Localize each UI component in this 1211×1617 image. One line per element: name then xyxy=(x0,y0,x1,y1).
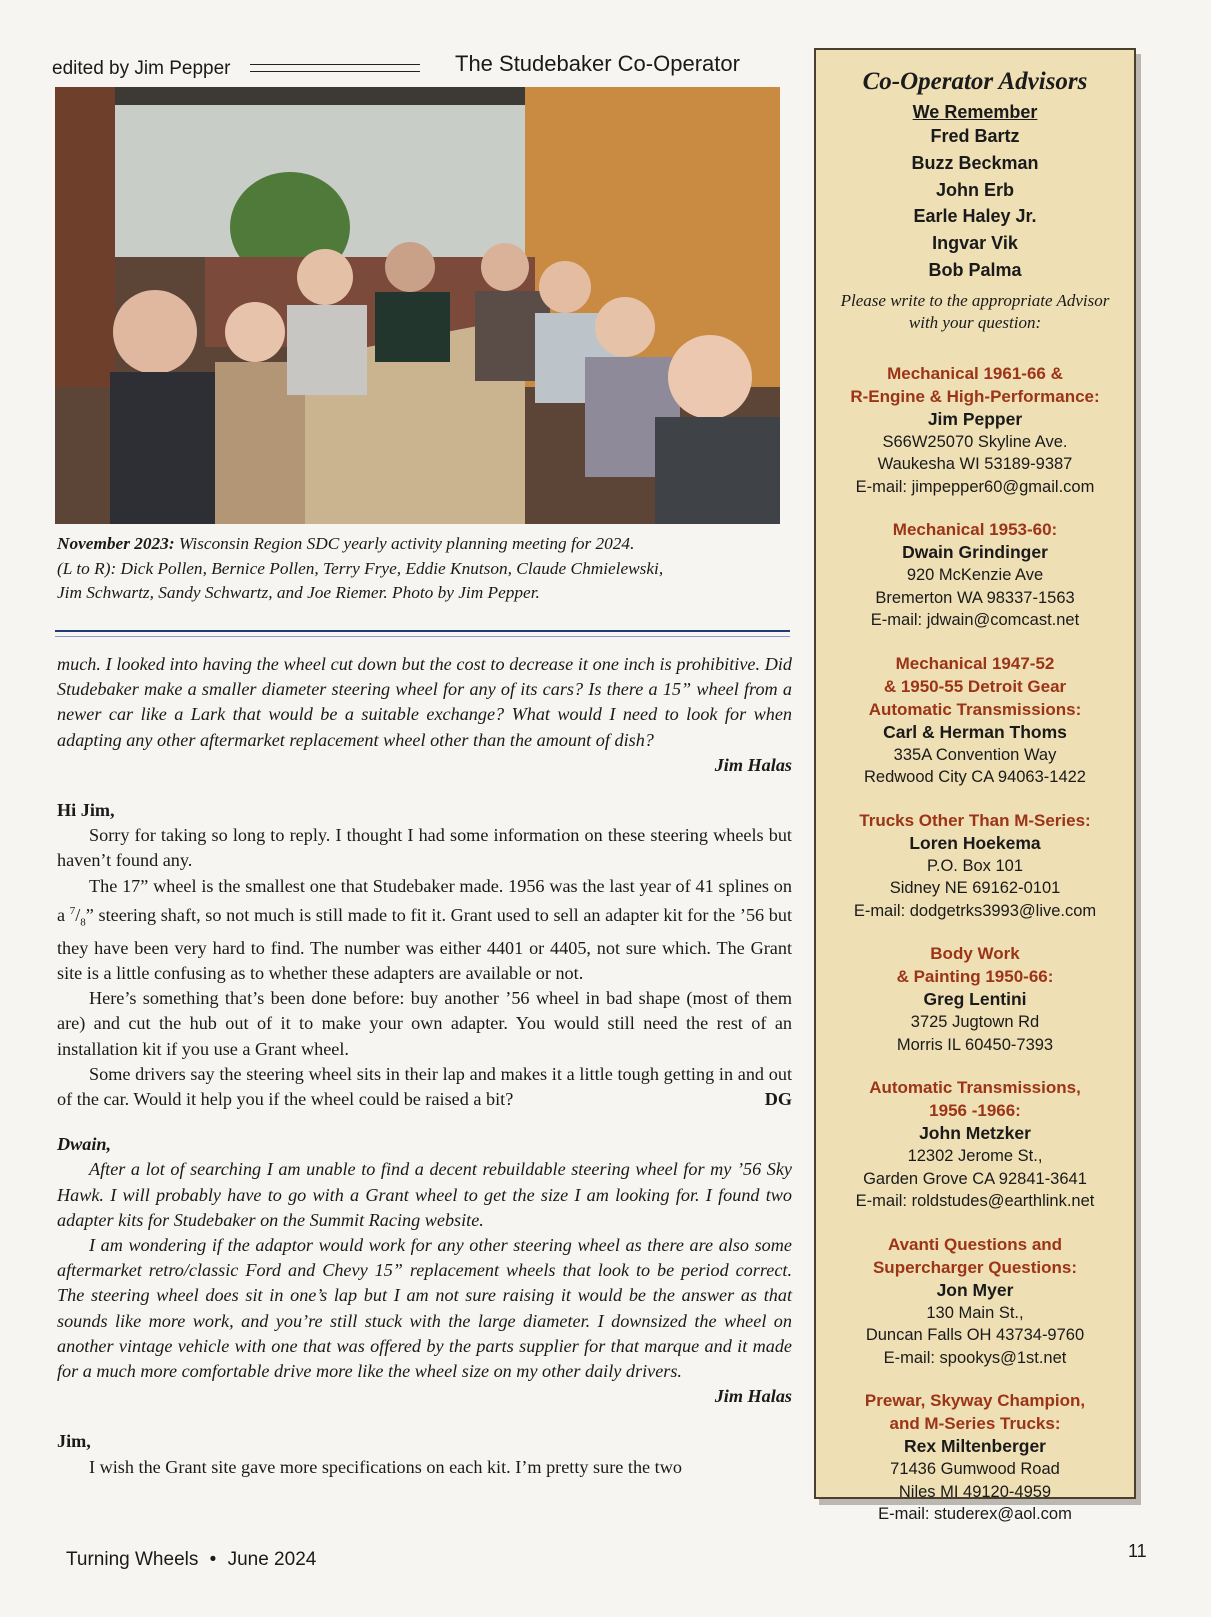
meeting-photo xyxy=(55,87,780,524)
advisor-email[interactable]: E-mail: jdwain@comcast.net xyxy=(870,611,1080,630)
advisor-entry xyxy=(816,809,1134,923)
footer-bullet: • xyxy=(209,1549,217,1570)
advisor-topic: Trucks Other Than M-Series: xyxy=(859,810,1091,830)
advisor-address-line: Redwood City CA 94063-1422 xyxy=(864,768,1086,787)
advisor-topic: Avanti Questions and xyxy=(887,1234,1063,1254)
advisor-name: Dwain Grindinger xyxy=(902,542,1048,563)
remembered-name: Fred Bartz xyxy=(930,126,1020,146)
remembered-name: John Erb xyxy=(935,179,1014,200)
advisor-name: Jon Myer xyxy=(936,1279,1014,1300)
advisor-name: Carl & Herman Thoms xyxy=(883,721,1067,742)
advisor-name: Jim Pepper xyxy=(927,408,1023,429)
advisor-address-line: 12302 Jerome St., xyxy=(907,1147,1043,1166)
sidebar-instructions: Please write to the appropriate Advisor with your question: xyxy=(840,290,1110,332)
caption-names-cont: Jim Schwartz, Sandy Schwartz, and Joe Riemer. Photo by Jim Pepper. xyxy=(57,583,540,602)
advisor-name: John Metzker xyxy=(919,1123,1031,1144)
advisor-entry xyxy=(816,942,1134,1056)
advisor-email[interactable]: E-mail: jimpepper60@gmail.com xyxy=(855,477,1095,496)
advisor-address-line: S66W25070 Skyline Ave. xyxy=(882,432,1068,451)
advisor-address-line: 71436 Gumwood Road xyxy=(890,1460,1060,1479)
advisor-email[interactable]: E-mail: dodgetrks3993@live.com xyxy=(853,901,1097,920)
remembered-name: Earle Haley Jr. xyxy=(913,206,1037,227)
advisor-topic: Supercharger Questions: xyxy=(872,1257,1078,1277)
advisor-name: Loren Hoekema xyxy=(909,832,1041,853)
page-number: 11 xyxy=(1128,1541,1147,1561)
advisor-address-line: Waukesha WI 53189-9387 xyxy=(877,455,1073,474)
question-signature: Jim Halas xyxy=(714,1386,792,1407)
advisor-name: Rex Miltenberger xyxy=(904,1436,1046,1457)
remembered-list xyxy=(816,123,1134,284)
advisor-address-line: Duncan Falls OH 43734-9760 xyxy=(865,1326,1085,1345)
advisor-address-line: 920 McKenzie Ave xyxy=(906,566,1044,585)
answer-text: ” steering shaft, so not much is still made to fit it. Grant used to sell an adapter kit for the ’56 but they have been very hard to find. The number was either 4401 or 4405, not sure which. The Grant site is a little confusing as to whether these adapters are available or not. xyxy=(57,904,793,983)
advisor-address-line: Bremerton WA 98337-1563 xyxy=(875,588,1075,607)
answer-signature: DG xyxy=(764,1088,792,1109)
advisor-address-line: Niles MI 49120-4959 xyxy=(898,1482,1052,1501)
advisor-email[interactable]: E-mail: studerex@aol.com xyxy=(878,1505,1072,1524)
advisor-address-line: 130 Main St., xyxy=(926,1303,1024,1322)
advisor-topic: and M-Series Trucks: xyxy=(889,1414,1061,1434)
advisor-topic: Automatic Transmissions: xyxy=(868,699,1082,719)
answer-paragraph xyxy=(57,1062,792,1112)
advisor-address-line: 335A Convention Way xyxy=(893,745,1057,764)
advisor-entry xyxy=(816,1389,1134,1526)
editor-credit: edited by Jim Pepper xyxy=(52,58,231,79)
advisor-topic: Mechanical 1953-60: xyxy=(892,520,1058,540)
remember-heading: We Remember xyxy=(912,102,1038,122)
remembered-name: Bob Palma xyxy=(928,259,1022,280)
advisor-entry xyxy=(816,518,1134,632)
advisor-name: Greg Lentini xyxy=(923,989,1027,1010)
caption-names: (L to R): Dick Pollen, Bernice Pollen, Terry Frye, Eddie Knutson, Claude Chmielewski, xyxy=(57,558,664,578)
advisor-topic: & Painting 1950-66: xyxy=(896,967,1054,987)
answer-paragraph: Here’s something that’s been done before: buy another ’56 wheel in bad shape (most of them are) and cut the hub out of it to make your own adapter. You would still need the rest of an installation kit if you use a Grant wheel. xyxy=(57,988,792,1059)
issue-date: June 2024 xyxy=(227,1549,317,1570)
advisor-topic: R-Engine & High-Performance: xyxy=(850,386,1100,406)
advisor-topic: Mechanical 1961-66 & xyxy=(887,363,1063,383)
letter-column xyxy=(57,652,792,1480)
answer-text: Some drivers say the steering wheel sits in their lap and makes it a little tough getting in and out of the car. Would it help you if the wheel could be raised a bit? xyxy=(57,1063,792,1109)
advisor-topic: 1956 -1966: xyxy=(929,1101,1021,1121)
advisor-topic: Mechanical 1947-52 xyxy=(895,653,1055,673)
advisor-address-line: 3725 Jugtown Rd xyxy=(910,1013,1040,1032)
advisor-email[interactable]: E-mail: spookys@1st.net xyxy=(883,1348,1067,1367)
advisor-address-line: Sidney NE 69162-0101 xyxy=(889,879,1061,898)
caption-text: Wisconsin Region SDC yearly activity planning meeting for 2024. xyxy=(178,534,635,553)
column-title: The Studebaker Co-Operator xyxy=(455,51,740,76)
advisor-address-line: Morris IL 60450-7393 xyxy=(896,1035,1054,1054)
sidebar-title: Co-Operator Advisors xyxy=(862,68,1088,95)
advisor-topic: Body Work xyxy=(930,944,1020,964)
advisor-topic: Automatic Transmissions, xyxy=(869,1078,1081,1098)
photo-caption xyxy=(57,532,787,606)
advisor-entry xyxy=(816,362,1134,499)
answer-paragraph: I wish the Grant site gave more specifications on each kit. I’m pretty sure the two xyxy=(89,1456,682,1477)
fraction-numerator: 7 xyxy=(69,904,76,917)
advisor-email[interactable]: E-mail: roldstudes@earthlink.net xyxy=(855,1192,1095,1211)
advisor-address-line: Garden Grove CA 92841-3641 xyxy=(863,1169,1087,1188)
caption-date: November 2023: xyxy=(57,534,175,553)
answer-text: The 17” wheel is the smallest one that Studebaker made. 1956 was the last year of 41 splines on a xyxy=(57,875,792,925)
question-paragraph: I am wondering if the adaptor would work for any other steering wheel as there are also some aftermarket retro/classic Ford and Chevy 15” replacement wheels that look to be period correct. The steering wheel does sit in one’s lap but I am not sure raising it would be the answer as that sounds like more work, and you’re still stuck with the large diameter. I downsized the wheel on another vintage vehicle with one that was offered by the parts supplier for that marque and it made for a much more comfortable drive more like the wheel size on my other daily drivers. xyxy=(57,1234,792,1381)
advisors-sidebar xyxy=(814,48,1136,1524)
advisor-entry xyxy=(816,652,1134,789)
header-rule xyxy=(250,64,420,72)
publication-footer xyxy=(66,1549,316,1571)
advisor-list xyxy=(816,362,1134,1526)
question-salutation: Dwain, xyxy=(57,1134,112,1155)
question-signature: Jim Halas xyxy=(714,754,792,775)
answer-salutation: Hi Jim, xyxy=(57,800,115,821)
section-divider xyxy=(55,630,790,637)
advisor-entry xyxy=(816,1233,1134,1370)
advisor-entry xyxy=(816,1076,1134,1213)
answer-paragraph: Sorry for taking so long to reply. I thought I had some information on these steering wheels but haven’t found any. xyxy=(57,825,792,871)
advisor-topic: & 1950-55 Detroit Gear xyxy=(883,676,1067,696)
remembered-name: Buzz Beckman xyxy=(911,152,1039,173)
answer-paragraph-fraction: The 17” wheel is the smallest one that Studebaker made. 1956 was the last year of 41 splines on a $^7/_8$” steering shaft, so not much is still made to fit it. Grant used to sell an adapter kit for the ’56 but they have been very hard to find. The number was either 4401 or 4405, not sure which. The Grant site is a little confusing as to whether these adapters are available or not. xyxy=(57,875,793,983)
fraction-denominator: 8 xyxy=(80,916,86,929)
advisor-address-line: P.O. Box 101 xyxy=(926,856,1023,875)
question-paragraph: After a lot of searching I am unable to find a decent rebuildable steering wheel for my ’56 Sky Hawk. I will probably have to go with a Grant wheel to get the size I am looking for. I found two adapter kits for Studebaker on the Summit Racing website. xyxy=(57,1159,792,1230)
advisor-topic: Prewar, Skyway Champion, xyxy=(864,1391,1086,1411)
question-paragraph: much. I looked into having the wheel cut down but the cost to decrease it one inch is prohibitive. Did Studebaker make a smaller diameter steering wheel for any of its cars? Is there a 15” wheel from a newer car like a Lark that would be a suitable exchange? What would I need to look for when adapting any other aftermarket replacement wheel other than the amount of dish? xyxy=(57,654,792,750)
answer-salutation: Jim, xyxy=(57,1431,91,1452)
remembered-name: Ingvar Vik xyxy=(932,233,1018,254)
publication-name: Turning Wheels xyxy=(66,1549,199,1570)
